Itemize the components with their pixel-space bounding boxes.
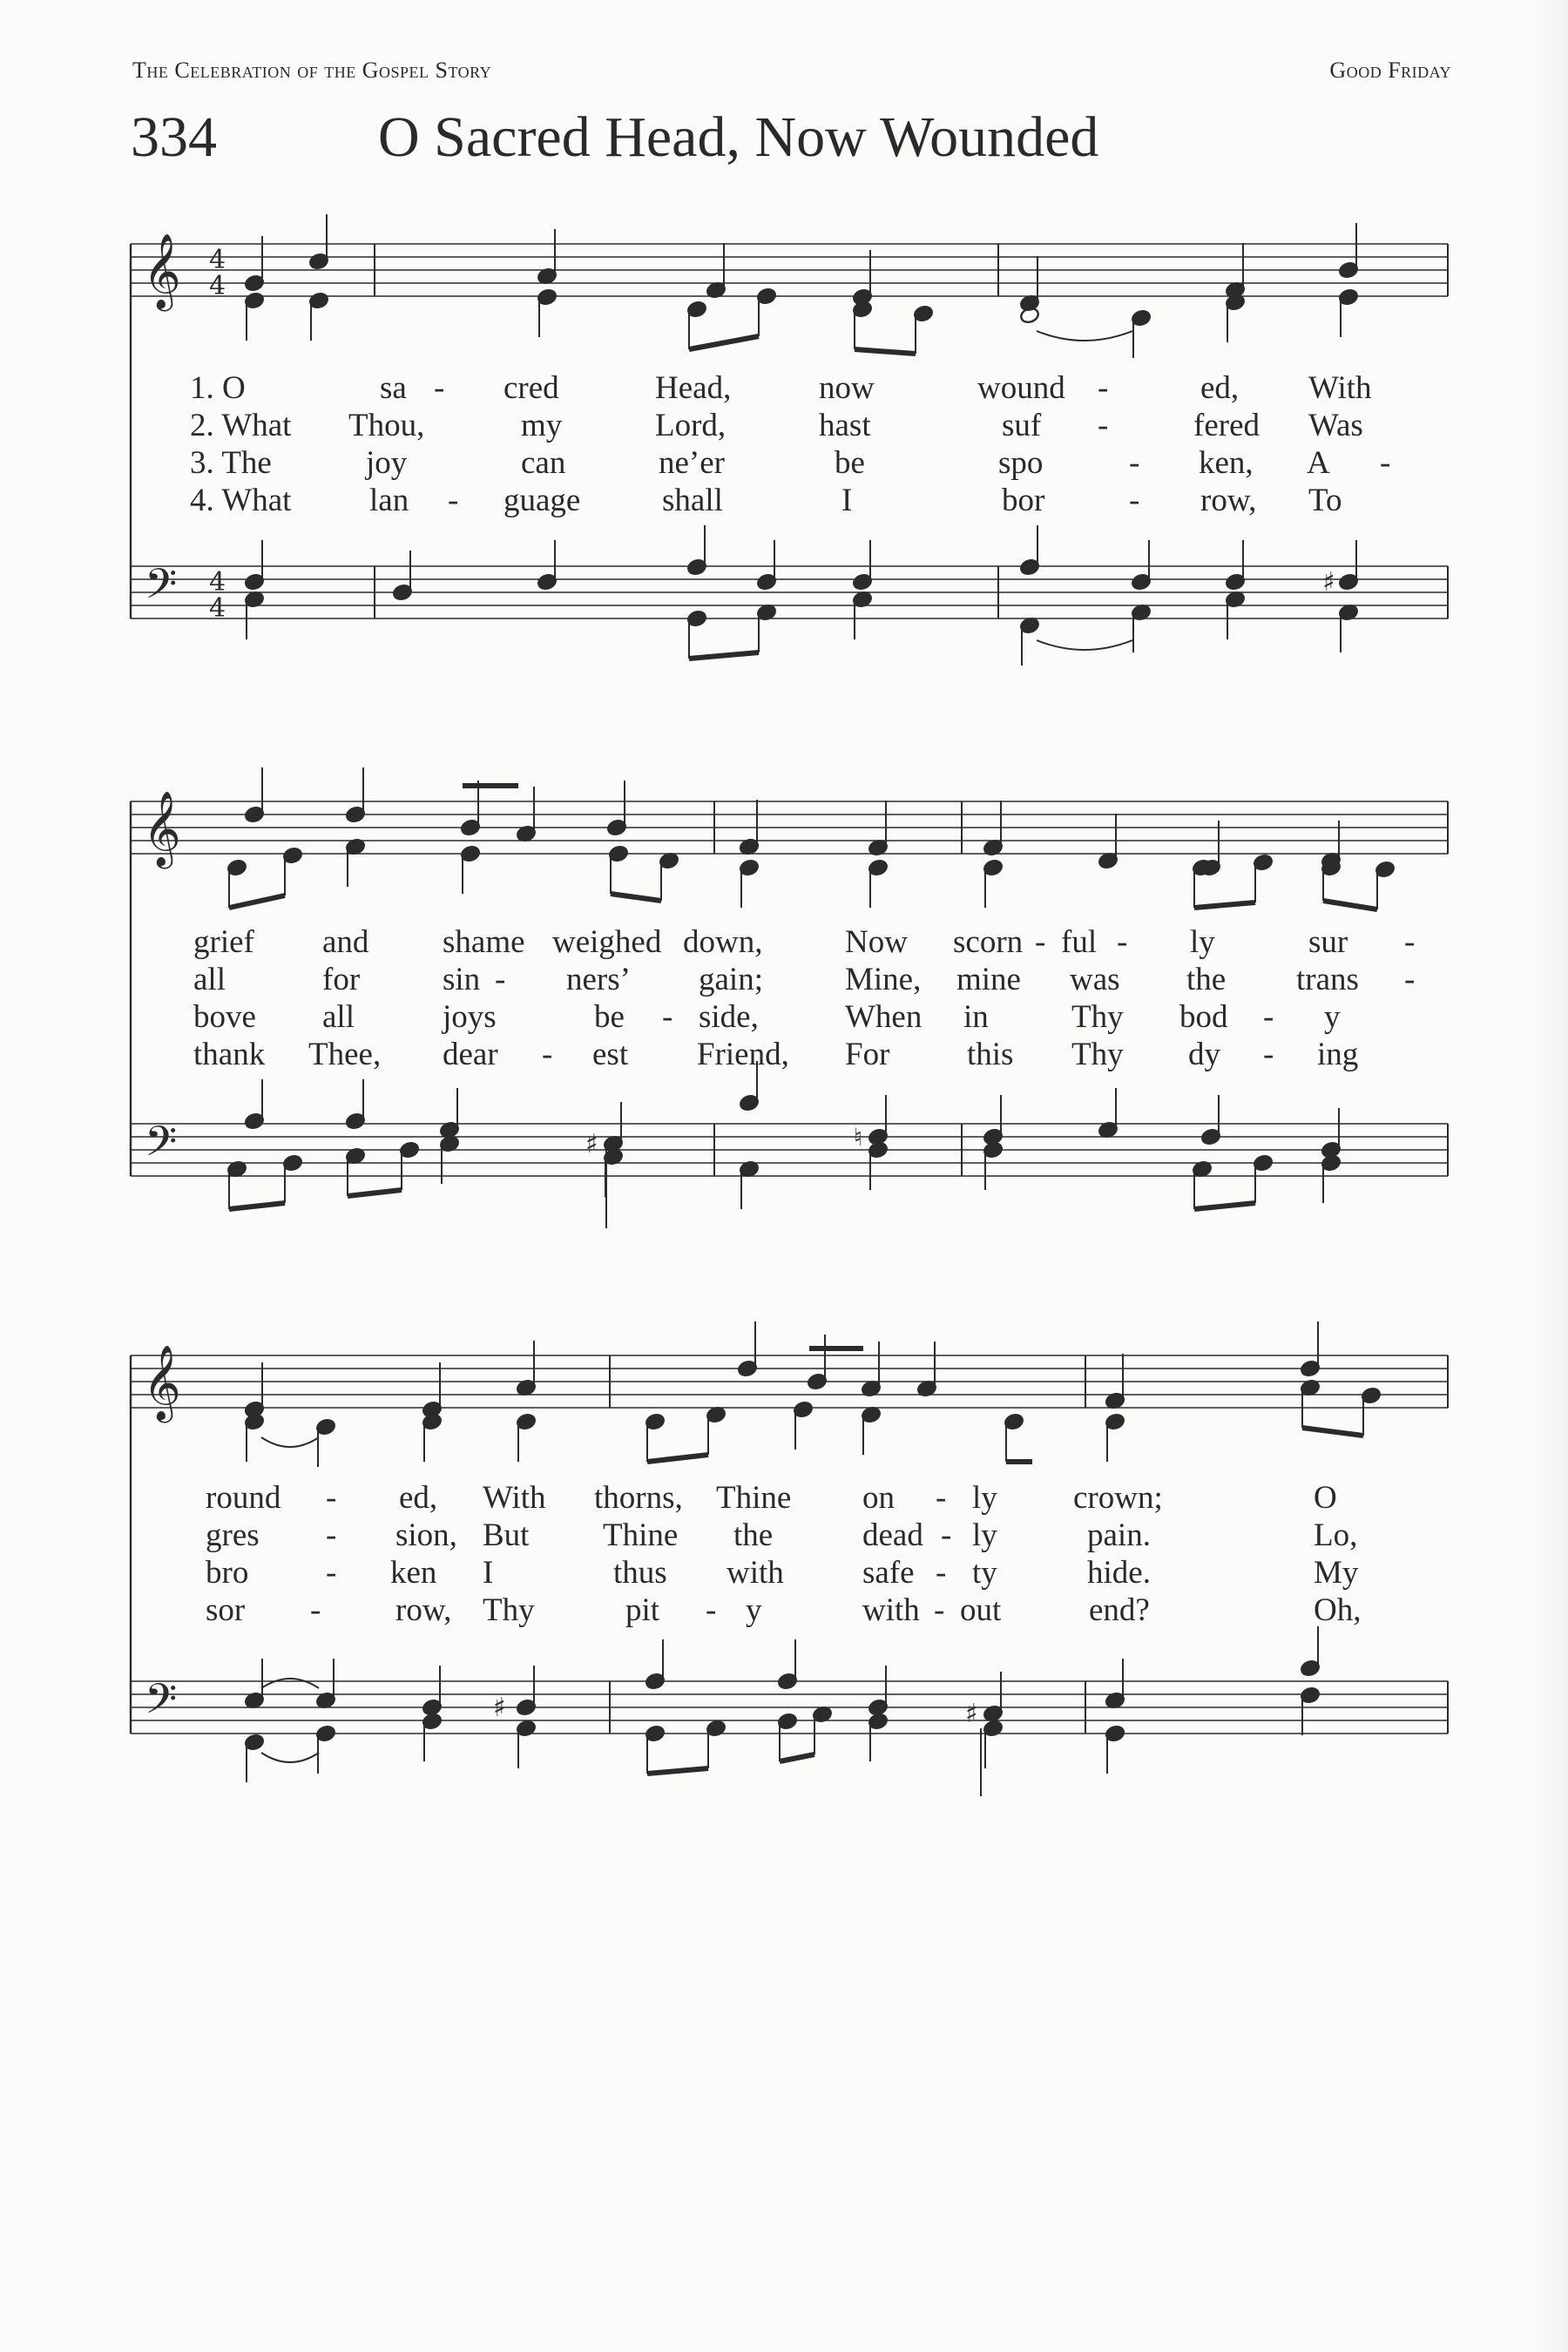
lyric-verse-2 <box>0 407 1568 445</box>
beam <box>1323 901 1377 909</box>
bass-clef-icon: 𝄢 <box>145 559 178 618</box>
lyric-syllable: y <box>746 1592 762 1628</box>
natural-icon: ♮ <box>854 1123 863 1152</box>
tie-icon <box>261 1437 319 1447</box>
lyric-verse-4 <box>0 1592 1568 1630</box>
lyric-syllable: scorn <box>953 924 1024 960</box>
lyric-syllable: thorns, <box>594 1480 683 1516</box>
lyric-syllable: sin <box>443 962 481 997</box>
lyric-syllable: cred <box>504 370 559 406</box>
lyric-syllable: - <box>1129 445 1140 481</box>
lyric-syllable: all <box>322 999 355 1035</box>
lyric-syllable: fered <box>1193 408 1260 443</box>
time-signature-numerator: 4 <box>209 245 226 275</box>
lyric-syllable: When <box>845 999 923 1035</box>
lyric-syllable: Lord, <box>655 408 727 443</box>
lyric-syllable: To <box>1308 483 1342 518</box>
sharp-icon: ♯ <box>965 1699 978 1729</box>
lyric-syllable: - <box>1098 370 1109 406</box>
lyric-syllable: - <box>326 1555 337 1591</box>
lyric-syllable: - <box>434 370 445 406</box>
beam <box>855 349 916 354</box>
lyric-syllable: hide. <box>1087 1555 1151 1591</box>
tie-icon <box>1037 640 1132 650</box>
lyric-syllable: be <box>594 999 625 1035</box>
treble-clef-icon: 𝄞 <box>143 1345 181 1420</box>
beam <box>1194 1203 1255 1209</box>
lyric-syllable: mine <box>956 962 1021 997</box>
sharp-icon: ♯ <box>585 1129 598 1159</box>
lyric-syllable: sion, <box>395 1517 457 1553</box>
lyric-syllable: For <box>845 1037 890 1072</box>
lyric-syllable: all <box>193 962 226 997</box>
lyric-syllable: Oh, <box>1314 1592 1362 1628</box>
lyric-verse-3 <box>0 1554 1568 1592</box>
lyric-syllable: - <box>1263 1037 1274 1072</box>
lyric-syllable: guage <box>504 483 581 518</box>
lyric-syllable: - <box>936 1480 947 1516</box>
lyric-syllable: Thou, <box>348 408 425 443</box>
lyric-syllable: bor <box>1002 483 1045 518</box>
lyric-syllable: ly <box>972 1517 997 1553</box>
lyric-verse-3 <box>0 444 1568 483</box>
lyric-verse-1 <box>0 923 1568 962</box>
lyric-syllable: sor <box>206 1592 246 1628</box>
lyric-syllable: pain. <box>1087 1517 1151 1553</box>
lyric-syllable: joy <box>366 445 408 481</box>
sharp-icon: ♯ <box>1322 567 1335 598</box>
lyric-syllable: Was <box>1308 408 1363 443</box>
lyric-syllable: - <box>326 1480 337 1516</box>
lyric-syllable: 1. O <box>190 370 246 406</box>
lyric-syllable: ing <box>1317 1037 1359 1072</box>
lyric-syllable: dear <box>443 1037 498 1072</box>
lyric-syllable: dead <box>862 1517 923 1553</box>
lyric-syllable: 3. The <box>190 445 272 481</box>
lyric-syllable: bod <box>1179 999 1228 1035</box>
lyric-syllable: Thine <box>603 1517 679 1553</box>
lyric-syllable: gain; <box>699 962 763 997</box>
lyric-syllable: y <box>1324 999 1341 1035</box>
lyric-syllable: - <box>1404 924 1416 960</box>
lyric-syllable: - <box>448 483 459 518</box>
lyric-syllable: - <box>310 1592 321 1628</box>
lyric-syllable: I <box>841 483 853 518</box>
beam <box>647 1455 708 1462</box>
lyric-syllable: Friend, <box>697 1037 789 1072</box>
lyric-syllable: Head, <box>655 370 732 406</box>
lyric-syllable: - <box>1035 924 1046 960</box>
lyric-syllable: - <box>662 999 673 1035</box>
lyric-syllable: safe <box>862 1555 915 1591</box>
lyric-syllable: shall <box>662 483 723 518</box>
lyric-syllable: trans <box>1296 962 1359 997</box>
lyric-syllable: the <box>733 1517 774 1553</box>
lyric-syllable: be <box>835 445 865 481</box>
lyric-syllable: O <box>1314 1480 1337 1516</box>
lyric-syllable: est <box>592 1037 629 1072</box>
bass-clef-icon: 𝄢 <box>145 1674 178 1734</box>
beam <box>647 1768 708 1774</box>
beam <box>229 896 285 908</box>
lyric-syllable: ful <box>1061 924 1098 960</box>
lyric-syllable: bove <box>193 999 256 1035</box>
lyric-syllable: wound <box>977 370 1065 406</box>
bass-clef-icon: 𝄢 <box>145 1117 178 1176</box>
hymn-number: 334 <box>131 105 217 169</box>
lyric-verse-3 <box>0 998 1568 1037</box>
lyric-verse-2 <box>0 961 1568 999</box>
lyric-syllable: joys <box>443 999 497 1035</box>
lyric-syllable: on <box>862 1480 895 1516</box>
lyric-syllable: Thy <box>483 1592 535 1628</box>
beam <box>780 1754 814 1761</box>
treble-clef-icon: 𝄞 <box>143 791 181 866</box>
lyric-syllable: sa <box>380 370 407 406</box>
lyric-syllable: With <box>483 1480 546 1516</box>
lyric-syllable: was <box>1070 962 1120 997</box>
beam <box>348 1190 402 1196</box>
lyric-syllable: now <box>819 370 875 406</box>
tie-icon <box>261 1753 319 1762</box>
lyric-syllable: - <box>542 1037 553 1072</box>
lyric-syllable: Thine <box>716 1480 792 1516</box>
lyric-syllable: - <box>326 1517 337 1553</box>
lyric-syllable: side, <box>699 999 759 1035</box>
lyric-syllable: 4. What <box>190 483 292 518</box>
lyric-syllable: bro <box>206 1555 249 1591</box>
lyric-syllable: - <box>706 1592 717 1628</box>
lyric-verse-4 <box>0 1036 1568 1074</box>
hymn-title: O Sacred Head, Now Wounded <box>378 105 1099 169</box>
lyric-syllable: - <box>1380 445 1391 481</box>
lyric-syllable: sur <box>1308 924 1348 960</box>
beam <box>611 894 661 901</box>
lyric-syllable: Thy <box>1071 1037 1124 1072</box>
lyric-syllable: With <box>1308 370 1372 406</box>
lyric-syllable: hast <box>819 408 871 443</box>
lyric-syllable: with <box>862 1592 920 1628</box>
lyric-syllable: Now <box>845 924 908 960</box>
treble-clef-icon: 𝄞 <box>143 233 181 308</box>
lyric-syllable: dy <box>1188 1037 1220 1072</box>
lyric-syllable: 2. What <box>190 408 292 443</box>
lyric-syllable: Lo, <box>1314 1517 1358 1553</box>
lyric-syllable: crown; <box>1073 1480 1163 1516</box>
lyric-syllable: pit <box>625 1592 660 1628</box>
sharp-icon: ♯ <box>493 1693 506 1723</box>
lyric-syllable: ken, <box>1199 445 1254 481</box>
lyric-syllable: for <box>322 962 361 997</box>
occasion-header: Good Friday <box>1329 57 1451 83</box>
lyric-syllable: this <box>967 1037 1014 1072</box>
lyric-syllable: - <box>936 1555 947 1591</box>
lyric-syllable: row, <box>395 1592 452 1628</box>
lyric-syllable: down, <box>683 924 763 960</box>
lyric-syllable: My <box>1314 1555 1359 1591</box>
lyric-syllable: weighed <box>552 924 662 960</box>
lyric-syllable: round <box>206 1480 281 1516</box>
lyric-syllable: end? <box>1089 1592 1150 1628</box>
lyric-syllable: Thy <box>1071 999 1124 1035</box>
lyric-syllable: ken <box>390 1555 437 1591</box>
lyric-syllable: out <box>960 1592 1002 1628</box>
lyric-syllable: - <box>934 1592 945 1628</box>
lyric-verse-1 <box>0 1479 1568 1517</box>
tie-icon <box>1037 331 1132 341</box>
lyric-syllable: grief <box>193 924 254 960</box>
lyric-syllable: and <box>322 924 369 960</box>
lyric-syllable: But <box>483 1517 530 1553</box>
lyric-syllable: I <box>483 1555 494 1591</box>
lyric-syllable: Mine, <box>845 962 922 997</box>
lyric-syllable: A <box>1307 445 1330 481</box>
lyric-syllable: ly <box>972 1480 997 1516</box>
lyric-verse-1 <box>0 369 1568 408</box>
lyric-verse-4 <box>0 482 1568 520</box>
lyric-syllable: ly <box>1190 924 1215 960</box>
time-signature-denominator: 4 <box>209 593 226 624</box>
lyric-syllable: Thee, <box>308 1037 382 1072</box>
tie-icon <box>261 1679 319 1688</box>
lyric-syllable: in <box>963 999 989 1035</box>
lyric-syllable: ed, <box>1200 370 1240 406</box>
beam <box>1194 902 1255 908</box>
lyric-syllable: - <box>495 962 506 997</box>
beam <box>689 336 759 349</box>
lyric-syllable: - <box>1404 962 1416 997</box>
lyric-syllable: my <box>521 408 563 443</box>
lyric-syllable: lan <box>369 483 409 518</box>
lyric-syllable: - <box>941 1517 952 1553</box>
lyric-syllable: ty <box>972 1555 997 1591</box>
beam <box>1302 1428 1363 1436</box>
lyric-syllable: can <box>521 445 566 481</box>
lyric-syllable: gres <box>206 1517 260 1553</box>
lyric-syllable: the <box>1186 962 1227 997</box>
lyric-syllable: - <box>1263 999 1274 1035</box>
lyric-syllable: suf <box>1002 408 1042 443</box>
lyric-syllable: - <box>1098 408 1109 443</box>
lyric-syllable: ne’er <box>659 445 725 481</box>
lyric-syllable: ners’ <box>566 962 631 997</box>
lyric-syllable: - <box>1129 483 1140 518</box>
lyric-syllable: thus <box>613 1555 667 1591</box>
lyric-syllable: - <box>1117 924 1128 960</box>
lyric-syllable: shame <box>443 924 525 960</box>
time-signature-numerator: 4 <box>209 567 226 598</box>
time-signature-denominator: 4 <box>209 271 226 301</box>
beam <box>229 1203 285 1209</box>
lyric-syllable: row, <box>1200 483 1257 518</box>
lyric-syllable: thank <box>193 1037 266 1072</box>
lyric-syllable: with <box>727 1555 784 1591</box>
lyric-syllable: spo <box>998 445 1044 481</box>
beam <box>689 652 759 659</box>
lyric-verse-2 <box>0 1517 1568 1555</box>
section-header: The Celebration of the Gospel Story <box>132 57 492 83</box>
lyric-syllable: ed, <box>399 1480 438 1516</box>
